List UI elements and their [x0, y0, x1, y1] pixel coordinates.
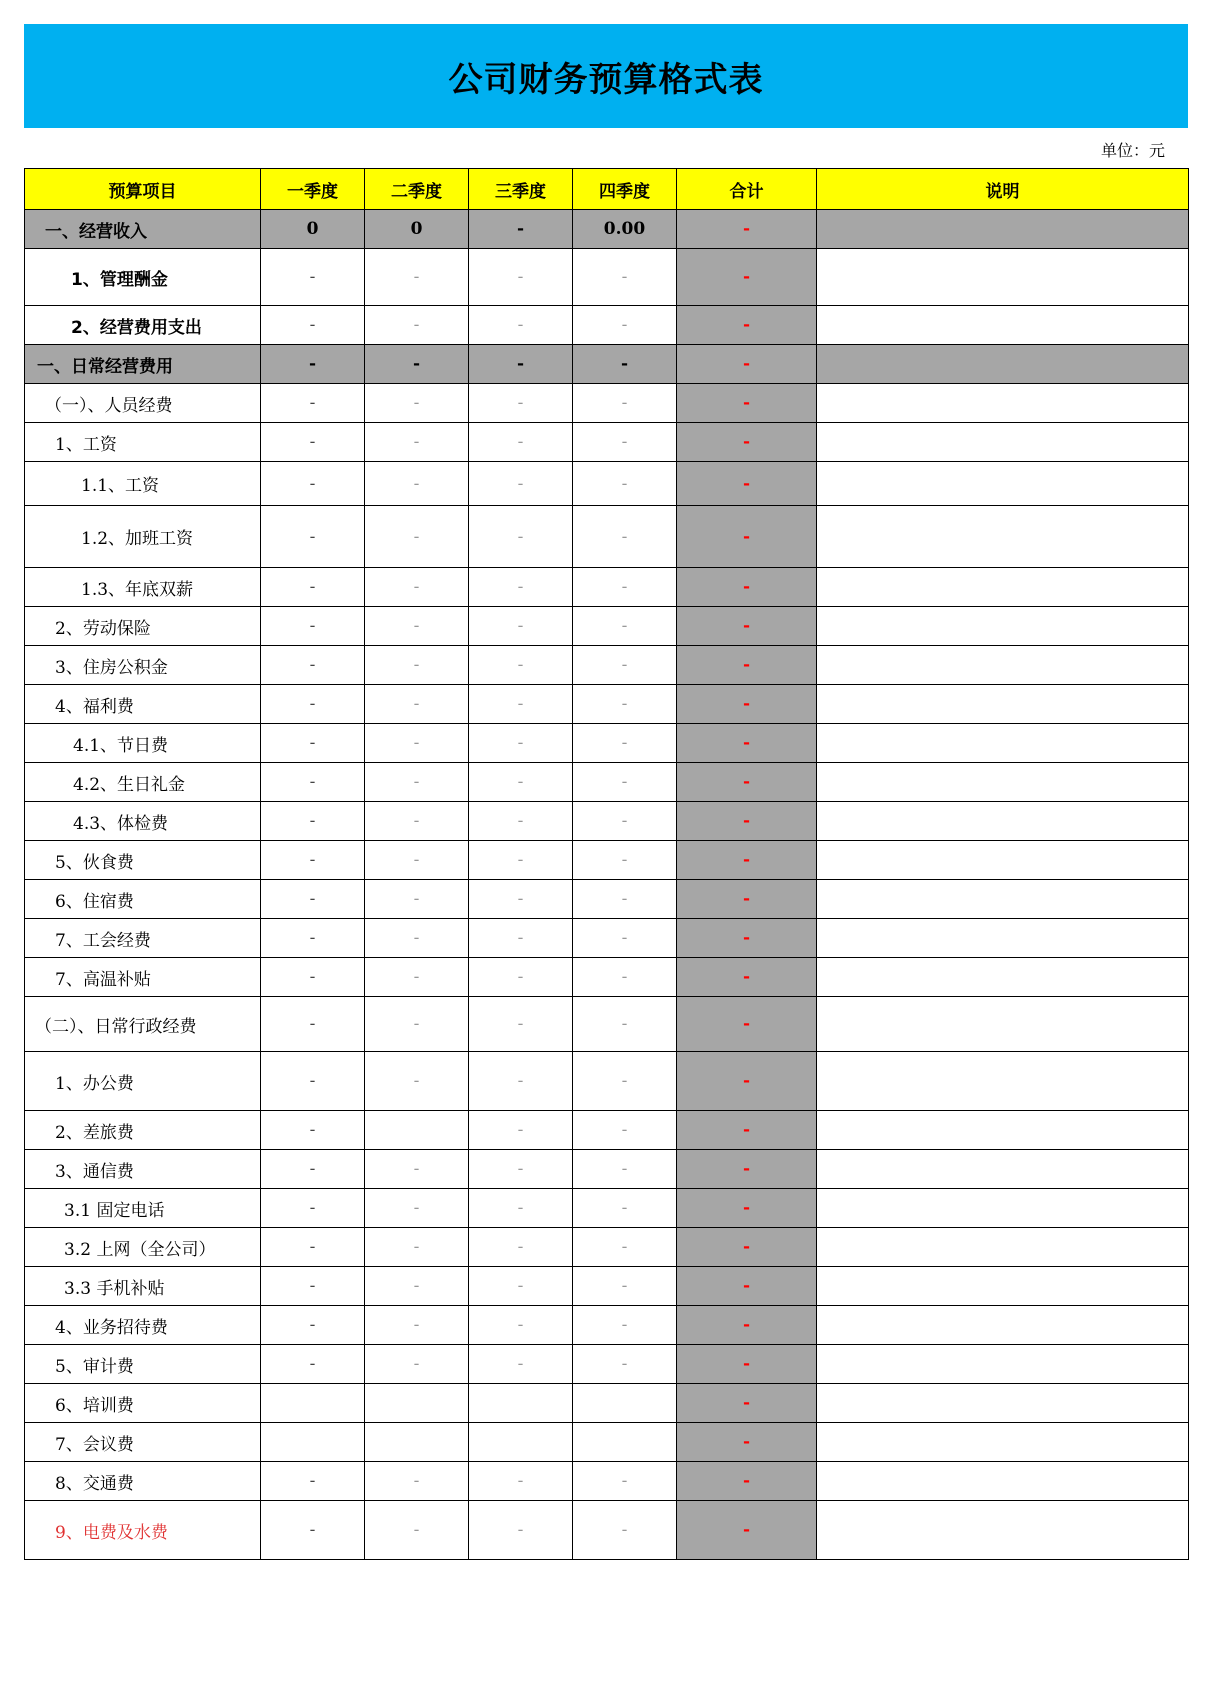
q1-cell[interactable]: - — [261, 1462, 365, 1501]
note-cell[interactable] — [817, 1052, 1189, 1111]
q1-cell[interactable] — [261, 1384, 365, 1423]
q4-cell[interactable]: - — [573, 462, 677, 506]
note-cell[interactable] — [817, 1150, 1189, 1189]
q1-cell[interactable]: - — [261, 841, 365, 880]
q2-cell[interactable]: - — [365, 802, 469, 841]
total-cell[interactable]: - — [677, 1189, 817, 1228]
header-note[interactable]: 说明 — [817, 169, 1189, 210]
row-label[interactable]: 2、差旅费 — [25, 1111, 261, 1150]
q3-cell[interactable]: - — [469, 249, 573, 306]
q1-cell[interactable]: - — [261, 1150, 365, 1189]
q1-cell[interactable]: - — [261, 880, 365, 919]
row-label[interactable]: 1.1、工资 — [25, 462, 261, 506]
q4-cell[interactable]: - — [573, 1501, 677, 1560]
table-row — [25, 1384, 1189, 1423]
q3-cell[interactable]: - — [469, 506, 573, 568]
q4-cell[interactable] — [573, 1384, 677, 1423]
row-label[interactable]: 5、审计费 — [25, 1345, 261, 1384]
table-row — [25, 384, 1189, 423]
q1-cell[interactable]: - — [261, 997, 365, 1052]
row-label[interactable]: 3、住房公积金 — [25, 646, 261, 685]
q3-cell[interactable]: - — [469, 1462, 573, 1501]
q4-cell[interactable]: - — [573, 1228, 677, 1267]
note-cell[interactable] — [817, 997, 1189, 1052]
row-label[interactable]: 7、工会经费 — [25, 919, 261, 958]
q1-cell[interactable]: - — [261, 1306, 365, 1345]
q1-cell[interactable]: - — [261, 763, 365, 802]
note-cell[interactable] — [817, 646, 1189, 685]
q2-cell[interactable]: - — [365, 841, 469, 880]
header-row — [25, 169, 1189, 210]
q3-cell[interactable]: - — [469, 1228, 573, 1267]
table-row — [25, 249, 1189, 306]
q3-cell[interactable]: - — [469, 1306, 573, 1345]
note-cell[interactable] — [817, 1384, 1189, 1423]
table-row — [25, 1501, 1189, 1560]
q3-cell[interactable]: - — [469, 1189, 573, 1228]
q4-cell[interactable]: - — [573, 345, 677, 384]
q4-cell[interactable]: - — [573, 1306, 677, 1345]
total-cell[interactable]: - — [677, 919, 817, 958]
q3-cell[interactable]: - — [469, 763, 573, 802]
note-cell[interactable] — [817, 1111, 1189, 1150]
q1-cell[interactable]: - — [261, 1501, 365, 1560]
q2-cell[interactable]: - — [365, 958, 469, 997]
table-row — [25, 724, 1189, 763]
row-label[interactable]: 3.3 手机补贴 — [25, 1267, 261, 1306]
table-row — [25, 685, 1189, 724]
note-cell[interactable] — [817, 802, 1189, 841]
table-row — [25, 306, 1189, 345]
q4-cell[interactable]: - — [573, 506, 677, 568]
note-cell[interactable] — [817, 958, 1189, 997]
row-label[interactable]: 一、日常经营费用 — [25, 345, 261, 384]
table-row — [25, 568, 1189, 607]
q4-cell[interactable]: 0.00 — [573, 210, 677, 249]
q4-cell[interactable]: - — [573, 306, 677, 345]
total-cell[interactable]: - — [677, 841, 817, 880]
q1-cell[interactable]: - — [261, 306, 365, 345]
q2-cell[interactable]: - — [365, 568, 469, 607]
total-cell[interactable]: - — [677, 1345, 817, 1384]
header-q3[interactable]: 三季度 — [469, 169, 573, 210]
q3-cell[interactable]: - — [469, 919, 573, 958]
q4-cell[interactable]: - — [573, 249, 677, 306]
q3-cell[interactable]: - — [469, 568, 573, 607]
q1-cell[interactable]: - — [261, 802, 365, 841]
note-cell[interactable] — [817, 1306, 1189, 1345]
table-row — [25, 763, 1189, 802]
q4-cell[interactable]: - — [573, 802, 677, 841]
row-label[interactable]: 一、经营收入 — [25, 210, 261, 249]
note-cell[interactable] — [817, 462, 1189, 506]
row-label[interactable]: 8、交通费 — [25, 1462, 261, 1501]
row-label[interactable]: 1.3、年底双薪 — [25, 568, 261, 607]
q1-cell[interactable] — [261, 1423, 365, 1462]
total-cell[interactable]: - — [677, 1052, 817, 1111]
q2-cell[interactable]: 0 — [365, 210, 469, 249]
q1-cell[interactable]: - — [261, 958, 365, 997]
total-cell[interactable]: - — [677, 1384, 817, 1423]
q3-cell[interactable]: - — [469, 423, 573, 462]
q3-cell[interactable]: - — [469, 997, 573, 1052]
budget-table — [24, 168, 1189, 1560]
table-row — [25, 607, 1189, 646]
table-row — [25, 423, 1189, 462]
note-cell[interactable] — [817, 568, 1189, 607]
total-cell[interactable]: - — [677, 1228, 817, 1267]
q4-cell[interactable]: - — [573, 880, 677, 919]
q3-cell[interactable]: - — [469, 1111, 573, 1150]
q2-cell[interactable]: - — [365, 345, 469, 384]
q1-cell[interactable]: - — [261, 506, 365, 568]
q1-cell[interactable]: - — [261, 1267, 365, 1306]
total-cell[interactable]: - — [677, 462, 817, 506]
row-label[interactable]: 1、管理酬金 — [25, 249, 261, 306]
total-cell[interactable]: - — [677, 423, 817, 462]
total-cell[interactable]: - — [677, 724, 817, 763]
table-row — [25, 958, 1189, 997]
q2-cell[interactable]: - — [365, 423, 469, 462]
q2-cell[interactable]: - — [365, 462, 469, 506]
q2-cell[interactable]: - — [365, 646, 469, 685]
q2-cell[interactable]: - — [365, 880, 469, 919]
row-label[interactable]: 3、通信费 — [25, 1150, 261, 1189]
table-row — [25, 210, 1189, 249]
total-cell[interactable]: - — [677, 607, 817, 646]
q4-cell[interactable]: - — [573, 607, 677, 646]
q3-cell[interactable]: - — [469, 1267, 573, 1306]
total-cell[interactable]: - — [677, 1306, 817, 1345]
table-row — [25, 1345, 1189, 1384]
note-cell[interactable] — [817, 841, 1189, 880]
q3-cell[interactable]: - — [469, 210, 573, 249]
q3-cell[interactable]: - — [469, 841, 573, 880]
total-cell[interactable]: - — [677, 1267, 817, 1306]
row-label[interactable]: 5、伙食费 — [25, 841, 261, 880]
note-cell[interactable] — [817, 423, 1189, 462]
table-row — [25, 1267, 1189, 1306]
q2-cell[interactable]: - — [365, 919, 469, 958]
total-cell[interactable]: - — [677, 958, 817, 997]
q3-cell[interactable]: - — [469, 685, 573, 724]
q4-cell[interactable]: - — [573, 1052, 677, 1111]
q1-cell[interactable]: - — [261, 423, 365, 462]
table-row — [25, 802, 1189, 841]
q4-cell[interactable]: - — [573, 423, 677, 462]
total-cell[interactable]: - — [677, 646, 817, 685]
q4-cell[interactable] — [573, 1423, 677, 1462]
q3-cell[interactable]: - — [469, 802, 573, 841]
table-row — [25, 345, 1189, 384]
q3-cell[interactable]: - — [469, 880, 573, 919]
q3-cell[interactable]: - — [469, 1052, 573, 1111]
note-cell[interactable] — [817, 763, 1189, 802]
q1-cell[interactable]: - — [261, 1228, 365, 1267]
q1-cell[interactable]: - — [261, 607, 365, 646]
total-cell[interactable]: - — [677, 1150, 817, 1189]
q1-cell[interactable]: - — [261, 384, 365, 423]
q1-cell[interactable]: - — [261, 1052, 365, 1111]
q1-cell[interactable]: - — [261, 1189, 365, 1228]
table-row — [25, 1189, 1189, 1228]
q3-cell[interactable]: - — [469, 384, 573, 423]
q2-cell[interactable]: - — [365, 1306, 469, 1345]
q1-cell[interactable]: - — [261, 724, 365, 763]
table-row — [25, 1462, 1189, 1501]
q4-cell[interactable]: - — [573, 763, 677, 802]
table-row — [25, 1228, 1189, 1267]
table-row — [25, 841, 1189, 880]
note-cell[interactable] — [817, 1501, 1189, 1560]
total-cell[interactable]: - — [677, 506, 817, 568]
unit-label: 单位：元 — [1100, 141, 1165, 160]
q2-cell[interactable]: - — [365, 384, 469, 423]
page-title: 公司财务预算格式表 — [448, 59, 764, 100]
q2-cell[interactable]: - — [365, 1267, 469, 1306]
total-cell[interactable]: - — [677, 802, 817, 841]
row-label[interactable]: （二）、日常行政经费 — [25, 997, 261, 1052]
total-cell[interactable]: - — [677, 1111, 817, 1150]
title-banner — [24, 24, 1188, 128]
row-label[interactable]: 7、高温补贴 — [25, 958, 261, 997]
row-label[interactable]: 4、业务招待费 — [25, 1306, 261, 1345]
total-cell[interactable]: - — [677, 880, 817, 919]
q1-cell[interactable]: - — [261, 249, 365, 306]
q3-cell[interactable] — [469, 1423, 573, 1462]
note-cell[interactable] — [817, 607, 1189, 646]
q1-cell[interactable]: - — [261, 568, 365, 607]
note-cell[interactable] — [817, 1423, 1189, 1462]
q2-cell[interactable]: - — [365, 997, 469, 1052]
table-row — [25, 1306, 1189, 1345]
row-label[interactable]: 3.1 固定电话 — [25, 1189, 261, 1228]
q2-cell[interactable]: - — [365, 306, 469, 345]
row-label[interactable]: 4.1、节日费 — [25, 724, 261, 763]
q1-cell[interactable]: - — [261, 646, 365, 685]
q4-cell[interactable]: - — [573, 1462, 677, 1501]
row-label[interactable]: 4.3、体检费 — [25, 802, 261, 841]
header-item[interactable]: 预算项目 — [25, 169, 261, 210]
table-row — [25, 1423, 1189, 1462]
q2-cell[interactable] — [365, 1384, 469, 1423]
q4-cell[interactable]: - — [573, 919, 677, 958]
q4-cell[interactable]: - — [573, 1189, 677, 1228]
note-cell[interactable] — [817, 506, 1189, 568]
q1-cell[interactable]: - — [261, 462, 365, 506]
q3-cell[interactable]: - — [469, 1150, 573, 1189]
q3-cell[interactable]: - — [469, 607, 573, 646]
q3-cell[interactable]: - — [469, 1345, 573, 1384]
total-cell[interactable]: - — [677, 997, 817, 1052]
row-label[interactable]: 6、住宿费 — [25, 880, 261, 919]
q2-cell[interactable]: - — [365, 1345, 469, 1384]
note-cell[interactable] — [817, 210, 1189, 249]
q2-cell[interactable]: - — [365, 763, 469, 802]
q3-cell[interactable]: - — [469, 462, 573, 506]
q4-cell[interactable]: - — [573, 1267, 677, 1306]
total-cell[interactable]: - — [677, 763, 817, 802]
q2-cell[interactable]: - — [365, 249, 469, 306]
q4-cell[interactable]: - — [573, 384, 677, 423]
table-row — [25, 462, 1189, 506]
table-row — [25, 1052, 1189, 1111]
q1-cell[interactable]: - — [261, 685, 365, 724]
q2-cell[interactable]: - — [365, 1228, 469, 1267]
row-label[interactable]: 1、工资 — [25, 423, 261, 462]
row-label[interactable]: （一）、人员经费 — [25, 384, 261, 423]
total-cell[interactable]: - — [677, 249, 817, 306]
table-row — [25, 997, 1189, 1052]
q1-cell[interactable]: - — [261, 1345, 365, 1384]
total-cell[interactable]: - — [677, 1462, 817, 1501]
header-q4[interactable]: 四季度 — [573, 169, 677, 210]
header-total[interactable]: 合计 — [677, 169, 817, 210]
table-row — [25, 646, 1189, 685]
q1-cell[interactable]: - — [261, 1111, 365, 1150]
q3-cell[interactable]: - — [469, 345, 573, 384]
total-cell[interactable]: - — [677, 568, 817, 607]
note-cell[interactable] — [817, 249, 1189, 306]
note-cell[interactable] — [817, 880, 1189, 919]
q2-cell[interactable]: - — [365, 607, 469, 646]
q1-cell[interactable]: - — [261, 345, 365, 384]
q4-cell[interactable]: - — [573, 997, 677, 1052]
q4-cell[interactable]: - — [573, 1150, 677, 1189]
q4-cell[interactable]: - — [573, 1111, 677, 1150]
q3-cell[interactable]: - — [469, 958, 573, 997]
q3-cell[interactable]: - — [469, 724, 573, 763]
total-cell[interactable]: - — [677, 306, 817, 345]
q2-cell[interactable]: - — [365, 1052, 469, 1111]
q3-cell[interactable] — [469, 1384, 573, 1423]
note-cell[interactable] — [817, 1345, 1189, 1384]
row-label[interactable]: 6、培训费 — [25, 1384, 261, 1423]
q3-cell[interactable]: - — [469, 646, 573, 685]
row-label[interactable]: 4、福利费 — [25, 685, 261, 724]
q2-cell[interactable]: - — [365, 506, 469, 568]
q4-cell[interactable]: - — [573, 1345, 677, 1384]
table-row — [25, 506, 1189, 568]
q2-cell[interactable]: - — [365, 724, 469, 763]
q1-cell[interactable]: - — [261, 919, 365, 958]
header-q1[interactable]: 一季度 — [261, 169, 365, 210]
q4-cell[interactable]: - — [573, 724, 677, 763]
q2-cell[interactable]: - — [365, 1150, 469, 1189]
note-cell[interactable] — [817, 306, 1189, 345]
total-cell[interactable]: - — [677, 210, 817, 249]
table-row — [25, 919, 1189, 958]
row-label[interactable]: 2、劳动保险 — [25, 607, 261, 646]
header-q2[interactable]: 二季度 — [365, 169, 469, 210]
table-row — [25, 1150, 1189, 1189]
q4-cell[interactable]: - — [573, 568, 677, 607]
note-cell[interactable] — [817, 1228, 1189, 1267]
q2-cell[interactable] — [365, 1111, 469, 1150]
q4-cell[interactable]: - — [573, 841, 677, 880]
table-row — [25, 1111, 1189, 1150]
q2-cell[interactable]: - — [365, 1462, 469, 1501]
q1-cell[interactable]: 0 — [261, 210, 365, 249]
note-cell[interactable] — [817, 1267, 1189, 1306]
row-label[interactable]: 1、办公费 — [25, 1052, 261, 1111]
row-label[interactable]: 3.2 上网（全公司） — [25, 1228, 261, 1267]
total-cell[interactable]: - — [677, 1423, 817, 1462]
note-cell[interactable] — [817, 685, 1189, 724]
q2-cell[interactable]: - — [365, 1189, 469, 1228]
q3-cell[interactable]: - — [469, 1501, 573, 1560]
q2-cell[interactable]: - — [365, 685, 469, 724]
row-label[interactable]: 2、经营费用支出 — [25, 306, 261, 345]
total-cell[interactable]: - — [677, 384, 817, 423]
row-label[interactable]: 7、会议费 — [25, 1423, 261, 1462]
table-row — [25, 880, 1189, 919]
q4-cell[interactable]: - — [573, 685, 677, 724]
note-cell[interactable] — [817, 919, 1189, 958]
note-cell[interactable] — [817, 1189, 1189, 1228]
note-cell[interactable] — [817, 345, 1189, 384]
row-label[interactable]: 4.2、生日礼金 — [25, 763, 261, 802]
q2-cell[interactable] — [365, 1423, 469, 1462]
q4-cell[interactable]: - — [573, 646, 677, 685]
row-label[interactable]: 1.2、加班工资 — [25, 506, 261, 568]
note-cell[interactable] — [817, 724, 1189, 763]
total-cell[interactable]: - — [677, 345, 817, 384]
q4-cell[interactable]: - — [573, 958, 677, 997]
total-cell[interactable]: - — [677, 685, 817, 724]
row-label[interactable]: 9、电费及水费 — [25, 1501, 261, 1560]
note-cell[interactable] — [817, 1462, 1189, 1501]
q2-cell[interactable]: - — [365, 1501, 469, 1560]
note-cell[interactable] — [817, 384, 1189, 423]
total-cell[interactable]: - — [677, 1501, 817, 1560]
q3-cell[interactable]: - — [469, 306, 573, 345]
